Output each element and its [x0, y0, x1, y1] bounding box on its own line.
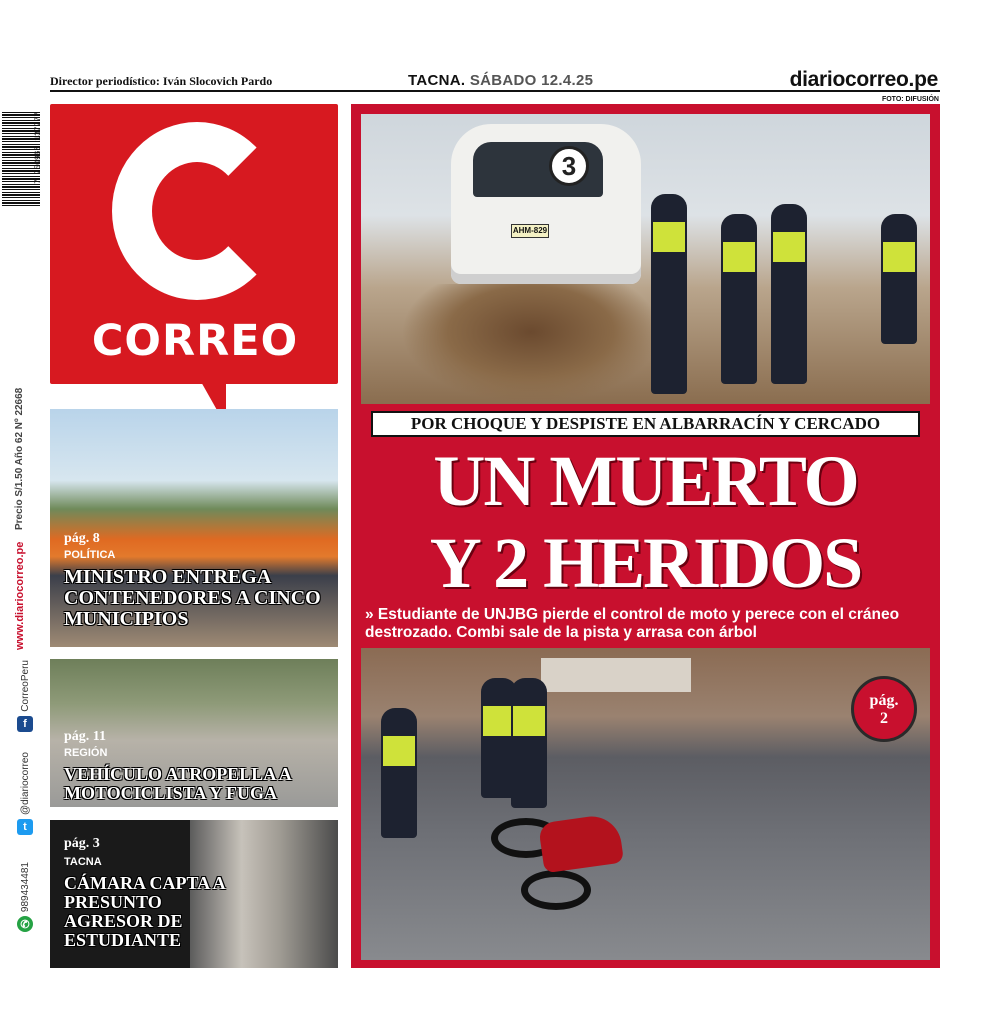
site-url[interactable]: diariocorreo.pe: [789, 68, 938, 91]
lead-headline: [361, 440, 930, 604]
story-headline: VEHÍCULO ATROPELLA A MOTOCICLISTA Y FUGA: [64, 764, 291, 803]
tree-roots: [401, 284, 661, 404]
page-badge-label: pág.: [869, 692, 899, 709]
story-section: TACNA: [64, 856, 102, 868]
lead-photo-motorcycle: [361, 648, 930, 960]
twitter-handle[interactable]: [12, 752, 38, 835]
story-card-tacna[interactable]: [50, 820, 338, 968]
page-badge-number: 2: [880, 710, 888, 727]
lead-story[interactable]: [351, 104, 940, 968]
crashed-motorcycle: [491, 798, 661, 918]
headline-line-2: Y 2 HERIDOS: [429, 523, 862, 603]
page-badge[interactable]: [851, 676, 917, 742]
whatsapp-icon: ✆: [17, 916, 33, 932]
logo-wordmark: CORREO: [91, 316, 299, 366]
story-section: REGIÓN: [64, 747, 108, 759]
side-website[interactable]: www.diariocorreo.pe: [14, 541, 26, 650]
twitter-icon: t: [17, 819, 33, 835]
police-officer: [511, 678, 547, 808]
story-page-ref: pág. 8: [64, 531, 100, 546]
lead-kicker: POR CHOQUE Y DESPISTE EN ALBARRACÍN Y CERCADO: [371, 411, 920, 437]
lead-deck: » Estudiante de UNJBG pierde el control de moto y perece con el cráneo destrozado. Combi sale de la pista y arrasa con árbol: [365, 606, 900, 641]
story-page-ref: pág. 11: [64, 729, 107, 744]
whatsapp-number[interactable]: [12, 862, 38, 932]
police-officer: [721, 214, 757, 384]
edition-info: Precio S/1.50 Año 62 Nº 22668: [14, 387, 25, 530]
license-plate: AHM-829: [511, 224, 549, 238]
story-card-region[interactable]: [50, 659, 338, 807]
police-officer: [771, 204, 807, 384]
combi-van: [451, 124, 641, 284]
wall-sign: [541, 658, 691, 692]
motorcycle-wheel: [521, 870, 591, 910]
dateline-city: TACNA.: [408, 72, 466, 89]
barcode-number: 7 750968 137777: [34, 112, 43, 185]
story-page-ref: pág. 3: [64, 836, 100, 851]
dateline-date: SÁBADO 12.4.25: [469, 72, 594, 89]
story-headline: CÁMARA CAPTA A PRESUNTO AGRESOR DE ESTUDIANTE: [64, 873, 225, 950]
story-card-politica[interactable]: [50, 409, 338, 647]
police-officer: [651, 194, 687, 394]
facebook-handle-text: CorreoPeru: [19, 660, 31, 712]
headline-line-1: UN MUERTO: [433, 441, 858, 521]
director-credit: Director periodístico: Iván Slocovich Pardo: [50, 74, 273, 88]
whatsapp-number-text: 989434481: [19, 862, 31, 913]
facebook-handle[interactable]: [12, 660, 38, 732]
logo-c-mark: [112, 122, 282, 300]
story-section: POLÍTICA: [64, 549, 116, 561]
van-number: 3: [549, 146, 589, 186]
motorcycle-body: [538, 813, 624, 874]
correo-logo[interactable]: [50, 104, 338, 384]
masthead-bar: [50, 70, 940, 92]
police-officer: [381, 708, 417, 838]
facebook-icon: f: [17, 716, 33, 732]
police-officer: [881, 214, 917, 344]
photo-credit: FOTO: DIFUSIÓN: [881, 96, 939, 103]
lead-photo-van: [361, 114, 930, 404]
story-headline: MINISTRO ENTREGA CONTENEDORES A CINCO MUNICIPIOS: [64, 566, 321, 630]
twitter-handle-text: @diariocorreo: [19, 752, 31, 815]
dateline: [408, 72, 593, 89]
